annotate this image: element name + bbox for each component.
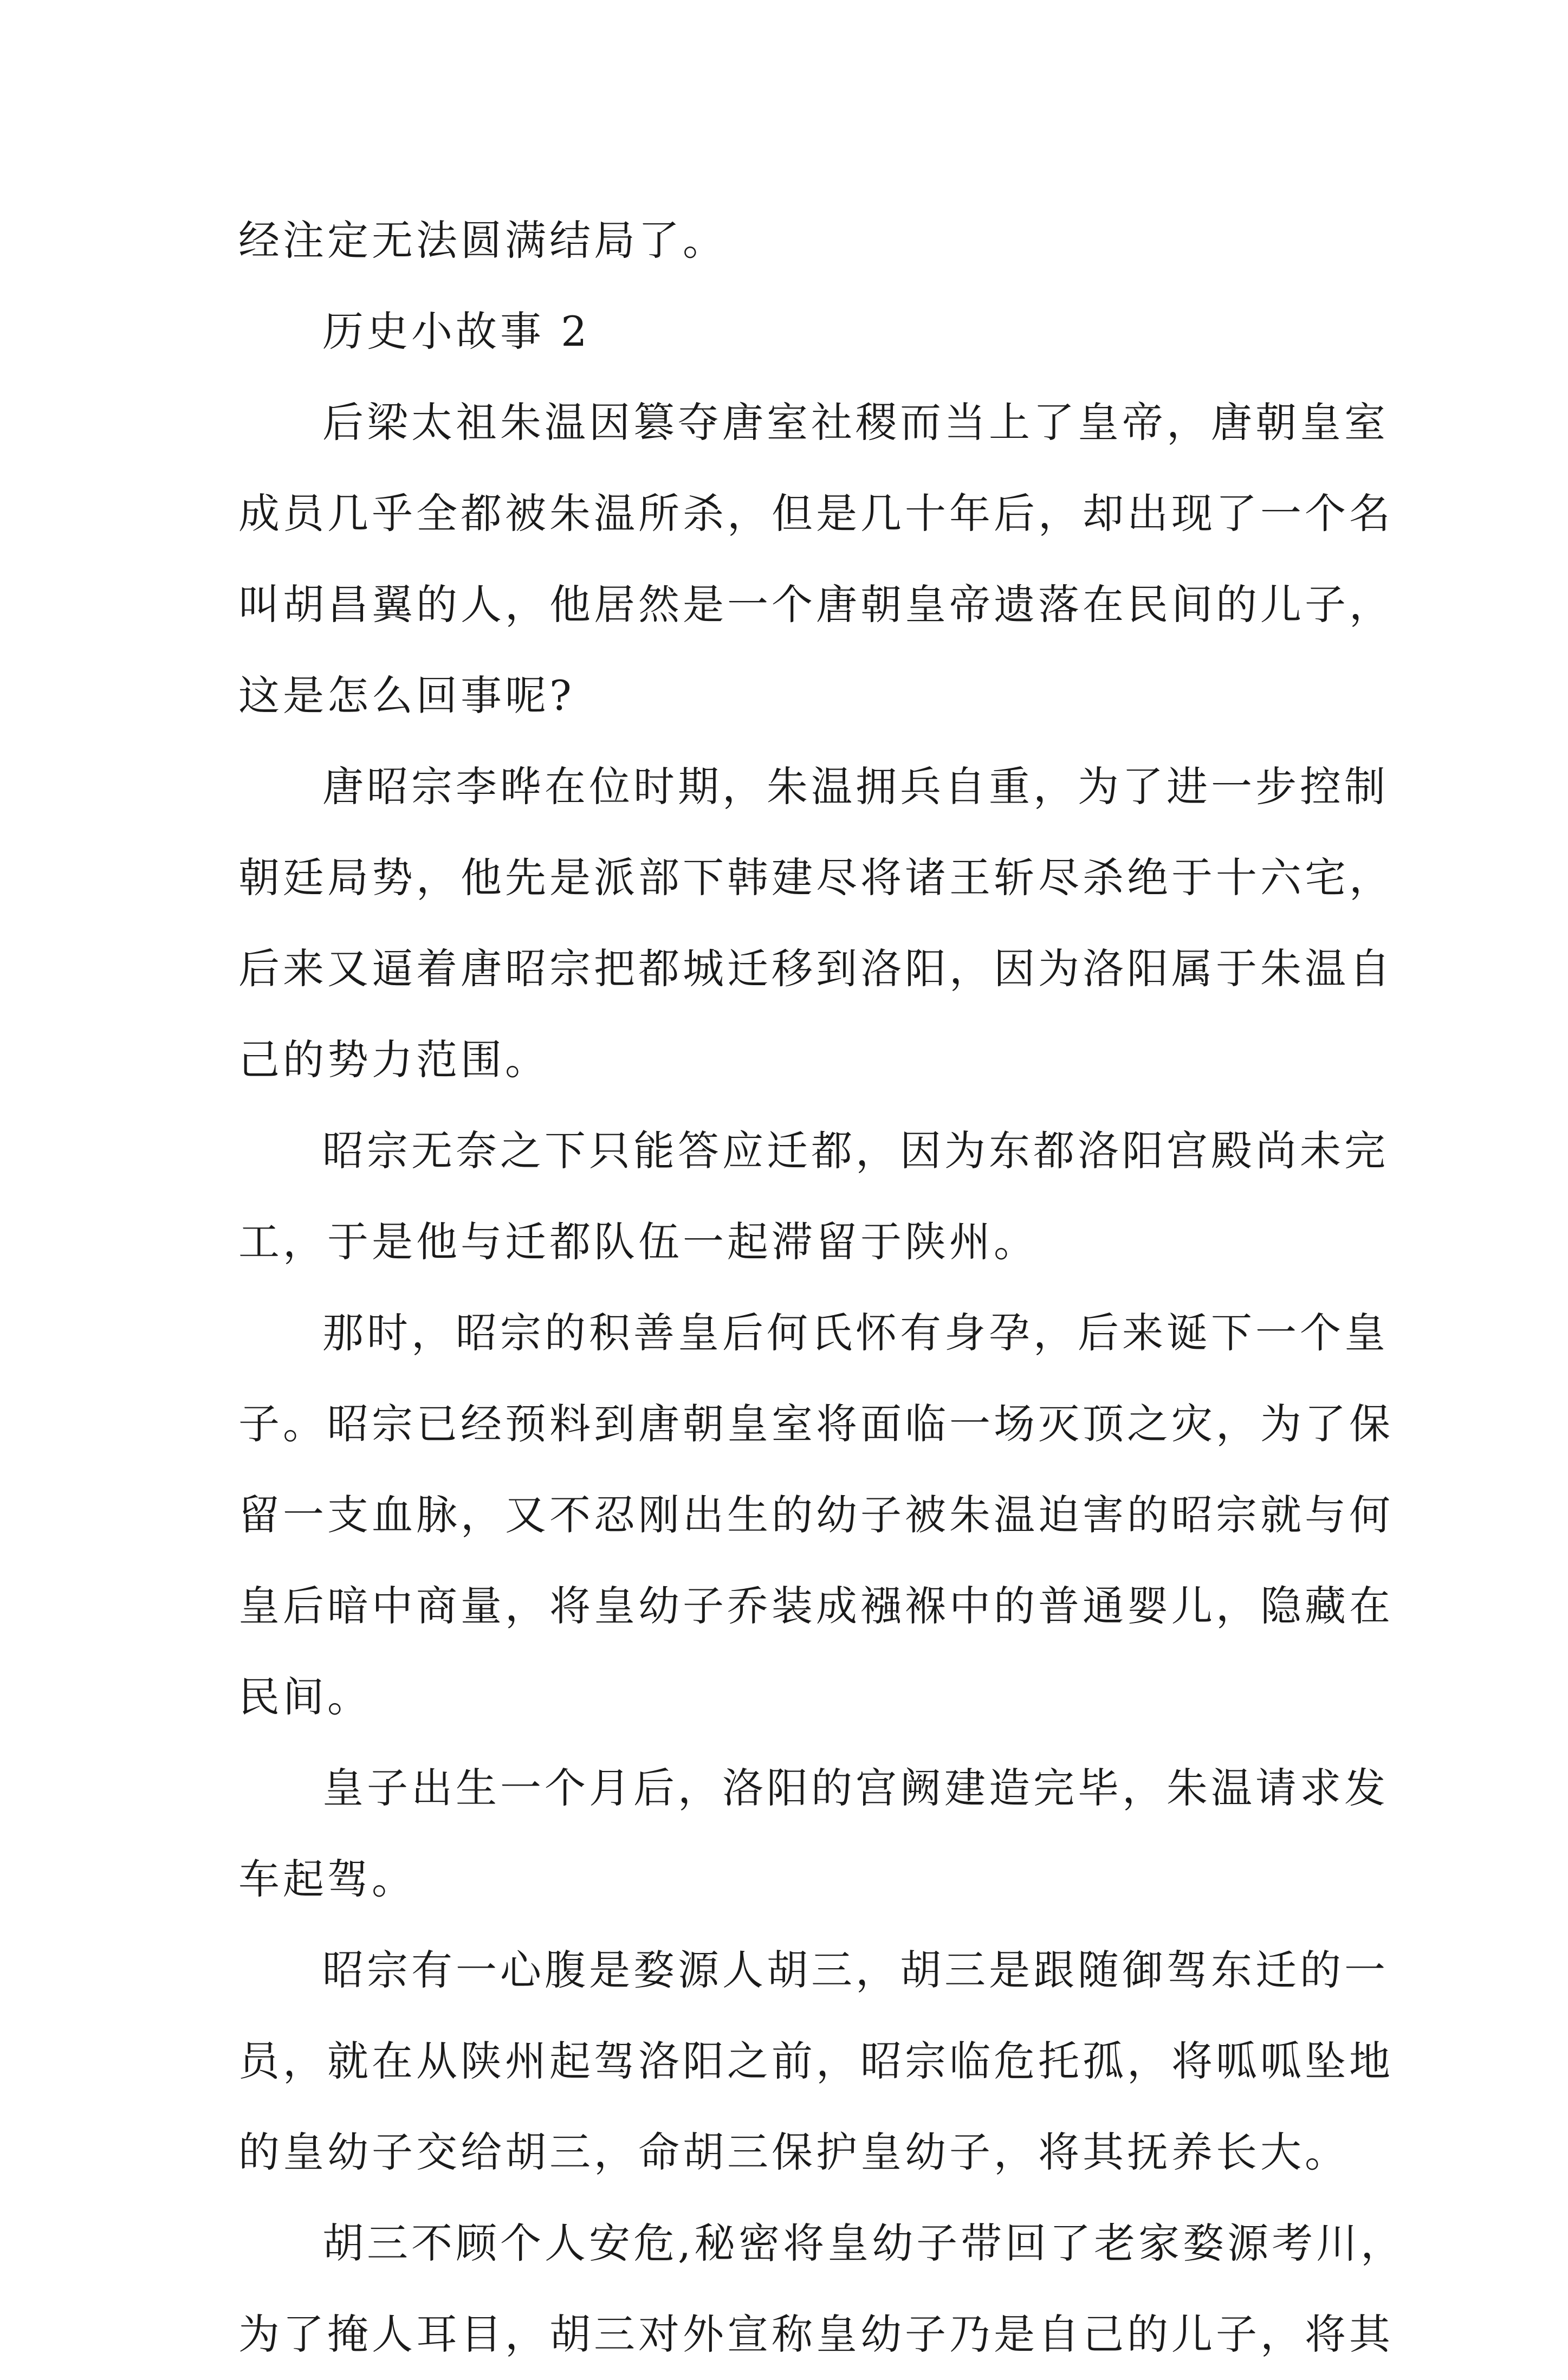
text-line: 皇子出生一个月后，洛阳的宫阙建造完毕，朱温请求发 [322, 1764, 1389, 1812]
text-line: 胡三不顾个人安危,秘密将皇幼子带回了老家婺源考川， [322, 2219, 1405, 2267]
text-line: 那时，昭宗的积善皇后何氏怀有身孕，后来诞下一个皇 [322, 1309, 1389, 1357]
text-line: 昭宗无奈之下只能答应迁都，因为东都洛阳宫殿尚未完 [322, 1127, 1389, 1175]
document-body [238, 195, 1405, 2380]
text-line: 为了掩人耳目，胡三对外宣称皇幼子乃是自己的儿子，将其 [238, 2310, 1394, 2358]
text-line: 朝廷局势，他先是派部下韩建尽将诸王斩尽杀绝于十六宅， [238, 853, 1394, 902]
text-line: 昭宗有一心腹是婺源人胡三，胡三是跟随御驾东迁的一 [322, 1946, 1389, 1994]
text-line: 后梁太祖朱温因篡夺唐室社稷而当上了皇帝，唐朝皇室 [322, 398, 1389, 447]
text-line: 后来又逼着唐昭宗把都城迁移到洛阳，因为洛阳属于朱温自 [238, 945, 1394, 993]
text-line: 唐昭宗李晔在位时期，朱温拥兵自重，为了进一步控制 [322, 762, 1389, 811]
text-line: 皇后暗中商量，将皇幼子乔装成襁褓中的普通婴儿，隐藏在 [238, 1582, 1394, 1630]
text-line: 工，于是他与迁都队伍一起滞留于陕州。 [238, 1218, 1038, 1266]
text-line: 己的势力范围。 [238, 1036, 549, 1084]
section-heading: 历史小故事 2 [322, 307, 591, 355]
text-line: 经注定无法圆满结局了。 [238, 216, 727, 264]
text-line: 叫胡昌翼的人，他居然是一个唐朝皇帝遗落在民间的儿子， [238, 580, 1394, 629]
text-line: 这是怎么回事呢? [238, 671, 575, 720]
text-line: 车起驾。 [238, 1855, 416, 1903]
text-line: 的皇幼子交给胡三，命胡三保护皇幼子，将其抚养长大。 [238, 2128, 1349, 2176]
text-line: 民间。 [238, 1673, 372, 1721]
text-line: 员，就在从陕州起驾洛阳之前，昭宗临危托孤，将呱呱坠地 [238, 2037, 1394, 2085]
text-line: 留一支血脉，又不忍刚出生的幼子被朱温迫害的昭宗就与何 [238, 1491, 1394, 1539]
text-line: 子。昭宗已经预料到唐朝皇室将面临一场灭顶之灾，为了保 [238, 1400, 1394, 1448]
text-line: 成员几乎全都被朱温所杀，但是几十年后，却出现了一个名 [238, 489, 1394, 538]
